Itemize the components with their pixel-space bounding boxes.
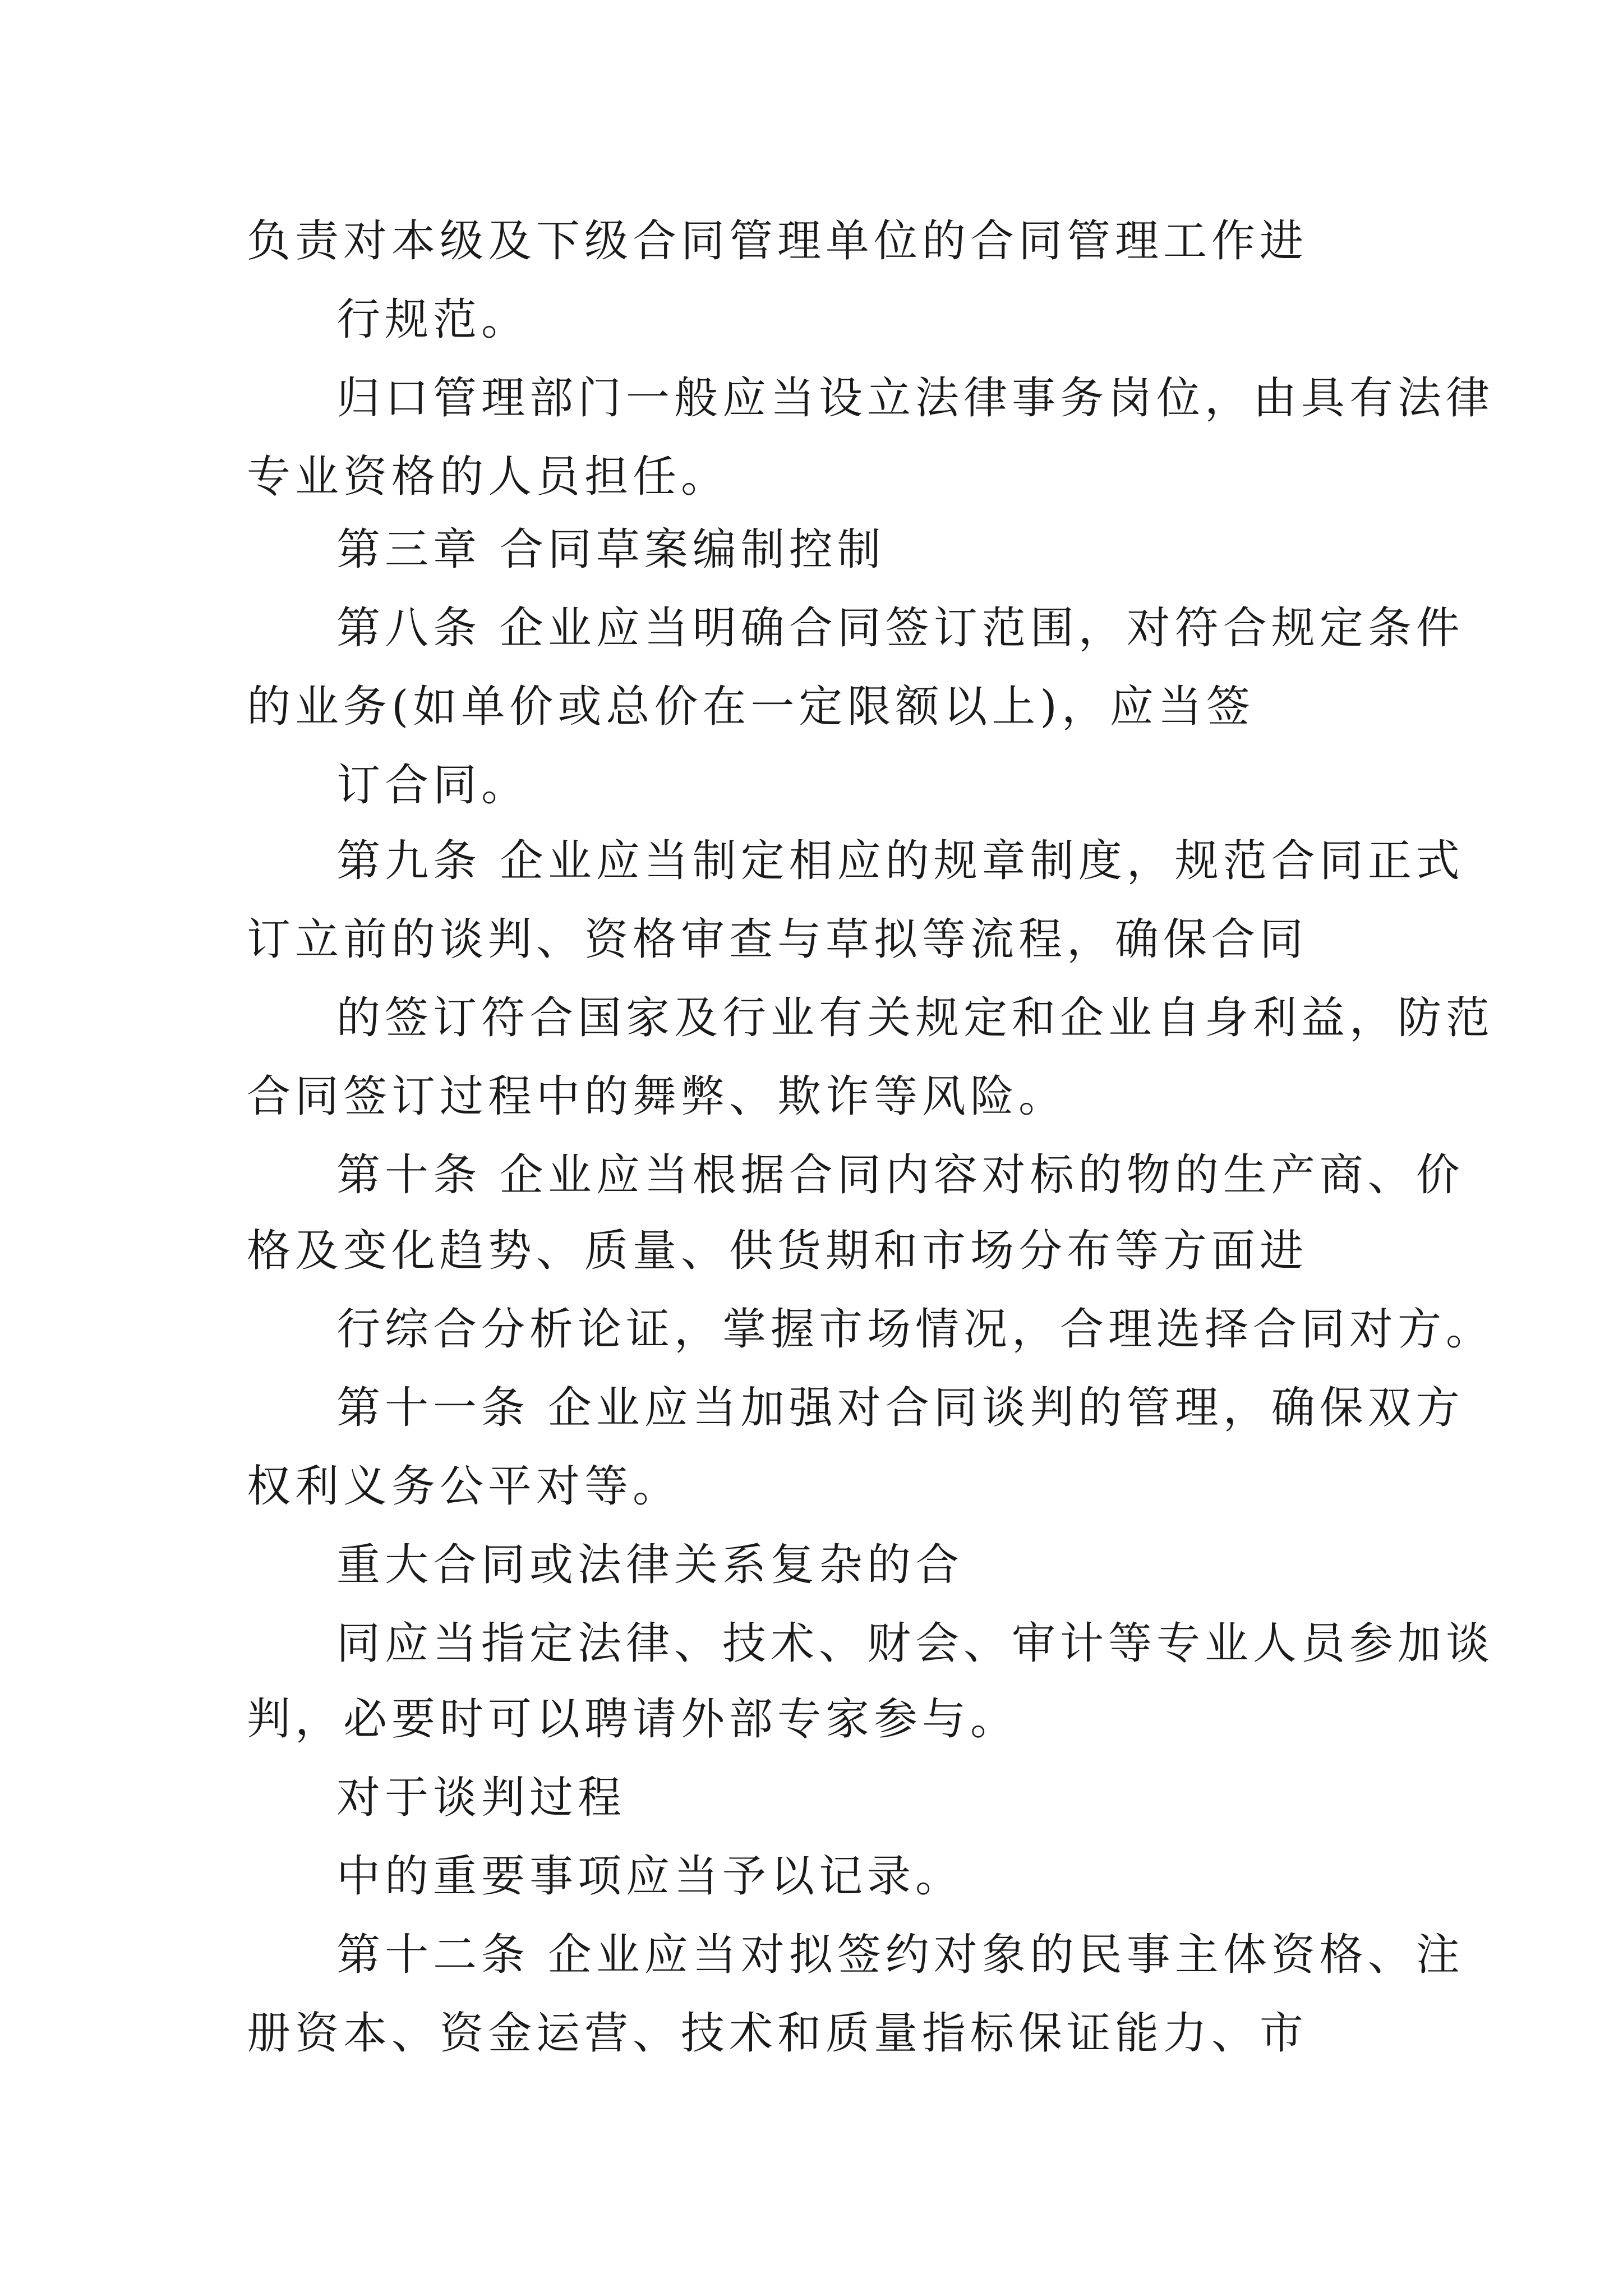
text-line: 中的重要事项应当予以记录。 <box>336 1851 964 1902</box>
text-line: 册资本、资金运营、技术和质量指标保证能力、市 <box>247 2008 1308 2059</box>
text-line: 归口管理部门一般应当设立法律事务岗位，由具有法律 <box>336 373 1495 424</box>
chapter-heading: 第三章 合同草案编制控制 <box>336 524 886 575</box>
text-line: 专业资格的人员担任。 <box>247 452 730 502</box>
text-line: 负责对本级及下级合同管理单位的合同管理工作进 <box>247 216 1308 266</box>
text-line: 重大合同或法律关系复杂的合 <box>336 1540 964 1590</box>
text-line: 格及变化趋势、质量、供货期和市场分布等方面进 <box>247 1226 1308 1276</box>
text-line: 行规范。 <box>336 295 530 345</box>
article-heading-line: 第十条 企业应当根据合同内容对标的物的生产商、价 <box>336 1150 1464 1200</box>
text-line: 订立前的谈判、资格审查与草拟等流程，确保合同 <box>247 914 1308 965</box>
text-line: 对于谈判过程 <box>336 1773 626 1823</box>
article-heading-line: 第九条 企业应当制定相应的规章制度，规范合同正式 <box>336 836 1464 886</box>
text-line: 的签订符合国家及行业有关规定和企业自身利益，防范 <box>336 993 1495 1043</box>
article-heading-line: 第十一条 企业应当加强对合同谈判的管理，确保双方 <box>336 1383 1464 1433</box>
text-line: 权利义务公平对等。 <box>247 1461 681 1512</box>
text-line: 订合同。 <box>336 760 530 811</box>
article-heading-line: 第十二条 企业应当对拟签约对象的民事主体资格、注 <box>336 1930 1464 1980</box>
text-line: 的业务(如单价或总价在一定限额以上)，应当签 <box>247 682 1255 732</box>
article-heading-line: 第八条 企业应当明确合同签订范围，对符合规定条件 <box>336 603 1464 654</box>
text-line: 合同签订过程中的舞弊、欺诈等风险。 <box>247 1071 1067 1122</box>
text-line: 判，必要时可以聘请外部专家参与。 <box>247 1694 1019 1745</box>
text-line: 行综合分析论证，掌握市场情况，合理选择合同对方。 <box>336 1304 1495 1355</box>
text-line: 同应当指定法律、技术、财会、审计等专业人员参加谈 <box>336 1618 1495 1669</box>
